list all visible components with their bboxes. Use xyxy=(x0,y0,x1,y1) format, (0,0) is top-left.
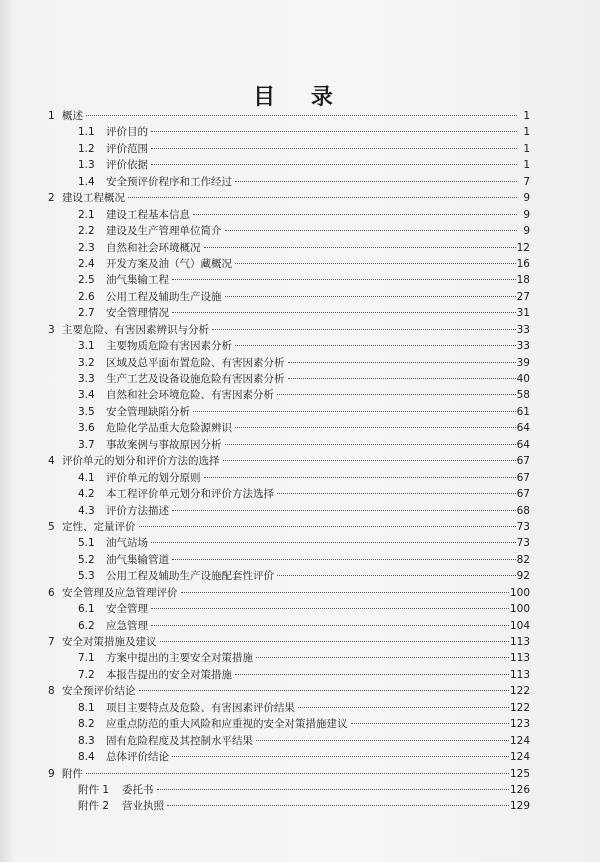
toc-section-entry[interactable] xyxy=(48,486,530,502)
toc-section-entry[interactable] xyxy=(48,256,530,272)
toc-page-number: 68 xyxy=(516,504,530,517)
toc-page-number: 92 xyxy=(516,570,530,583)
toc-section-entry[interactable] xyxy=(48,568,530,584)
toc-entry-label: 评价单元的划分和评价方法的选择 xyxy=(62,455,220,468)
toc-entry-number: 4.2 xyxy=(78,488,95,501)
toc-entry-label: 危险化学品重大危险源辨识 xyxy=(106,422,232,435)
toc-page-number: 31 xyxy=(516,307,530,320)
toc-entry-number: 5.3 xyxy=(78,570,95,583)
toc-entry-label: 生产工艺及设备设施危险有害因素分析 xyxy=(106,373,285,385)
toc-entry-number: 1.2 xyxy=(78,142,95,155)
toc-section-entry[interactable] xyxy=(48,733,530,749)
toc-page-number: 33 xyxy=(516,340,530,353)
toc-section-entry[interactable] xyxy=(48,272,530,288)
toc-section-entry[interactable] xyxy=(48,207,530,223)
page-title: 目 录 xyxy=(253,85,347,110)
toc-section-entry[interactable] xyxy=(48,174,530,190)
toc-section-entry[interactable] xyxy=(48,223,530,239)
toc-page-number: 67 xyxy=(516,455,530,468)
toc-section-entry[interactable] xyxy=(48,470,530,486)
toc-entry-label: 应急管理 xyxy=(106,619,148,632)
toc-entry-number: 2.4 xyxy=(78,257,95,270)
toc-dot-leader xyxy=(193,411,516,412)
toc-dot-leader xyxy=(151,625,509,626)
toc-entry-label: 开发方案及油（气）藏概况 xyxy=(106,257,232,270)
toc-dot-leader xyxy=(256,740,509,741)
toc-dot-leader xyxy=(172,559,516,560)
toc-entry-label: 事故案例与事故原因分析 xyxy=(106,438,222,451)
toc-entry-number: 5.2 xyxy=(78,553,95,566)
toc-entry-label: 本报告提出的安全对策措施 xyxy=(106,668,232,681)
toc-entry-number: 2.1 xyxy=(78,208,95,221)
toc-dot-leader xyxy=(193,214,517,215)
toc-entry-label: 评价范围 xyxy=(106,142,148,155)
toc-entry-number: 4 xyxy=(48,455,55,468)
toc-dot-leader xyxy=(225,444,516,445)
toc-page-number: 64 xyxy=(516,422,530,435)
toc-page-number: 122 xyxy=(509,685,530,698)
toc-dot-leader xyxy=(172,279,516,280)
toc-entry-number: 8.2 xyxy=(78,718,95,731)
toc-section-entry[interactable] xyxy=(48,305,530,321)
toc-section-entry[interactable] xyxy=(48,371,530,387)
toc-dot-leader xyxy=(277,575,516,576)
toc-dot-leader xyxy=(172,510,516,511)
toc-chapter-entry[interactable] xyxy=(48,108,530,124)
toc-page-number: 124 xyxy=(509,734,530,747)
toc-section-entry[interactable] xyxy=(48,552,530,568)
toc-page-number: 100 xyxy=(509,603,530,616)
toc-entry-number: 3.4 xyxy=(78,389,95,402)
toc-chapter-entry[interactable] xyxy=(48,322,530,338)
toc-entry-label: 安全管理及应急管理评价 xyxy=(62,586,178,599)
toc-page-number: 27 xyxy=(516,290,530,303)
toc-entry-number: 3.6 xyxy=(78,422,95,435)
toc-entry-number: 附件 2 xyxy=(78,800,110,813)
toc-dot-leader xyxy=(151,608,509,609)
toc-dot-leader xyxy=(212,329,516,330)
toc-dot-leader xyxy=(167,805,509,806)
toc-section-entry[interactable] xyxy=(48,716,530,732)
toc-entry-label: 委托书 xyxy=(122,783,154,796)
toc-entry-number: 8.4 xyxy=(78,751,95,764)
toc-dot-leader xyxy=(204,247,516,248)
toc-chapter-entry[interactable] xyxy=(48,766,530,782)
toc-entry-number: 7.2 xyxy=(78,668,95,681)
toc-dot-leader xyxy=(86,115,517,116)
toc-dot-leader xyxy=(225,230,518,231)
toc-section-entry[interactable] xyxy=(48,141,530,157)
toc-page-number: 129 xyxy=(509,800,530,813)
toc-page-number: 1 xyxy=(523,110,530,122)
toc-page-number: 1 xyxy=(523,159,530,172)
toc-chapter-entry[interactable] xyxy=(48,190,530,206)
toc-section-entry[interactable] xyxy=(48,618,530,634)
toc-chapter-entry[interactable] xyxy=(48,585,530,601)
toc-section-entry[interactable] xyxy=(48,124,530,140)
toc-page-number: 113 xyxy=(509,652,530,665)
toc-dot-leader xyxy=(235,345,516,346)
toc-entry-number: 6.1 xyxy=(78,603,95,616)
toc-dot-leader xyxy=(235,674,509,675)
toc-dot-leader xyxy=(172,756,509,757)
toc-page-number: 61 xyxy=(516,405,530,418)
toc-page-number: 33 xyxy=(516,323,530,336)
toc-entry-label: 营业执照 xyxy=(122,800,164,813)
toc-entry-label: 公用工程及辅助生产设施 xyxy=(106,290,222,303)
toc-section-entry[interactable] xyxy=(48,157,530,173)
toc-page-number: 9 xyxy=(523,208,530,221)
toc-dot-leader xyxy=(351,723,509,724)
toc-dot-leader xyxy=(235,427,516,428)
toc-entry-number: 9 xyxy=(48,767,55,780)
toc-dot-leader xyxy=(181,592,509,593)
toc-entry-label: 定性、定量评价 xyxy=(62,520,136,533)
toc-page-number: 39 xyxy=(516,356,530,369)
toc-page-number: 124 xyxy=(509,751,530,764)
toc-entry-label: 安全管理 xyxy=(106,603,148,616)
toc-page-number: 73 xyxy=(516,537,530,550)
toc-page-number: 123 xyxy=(509,718,530,731)
toc-dot-leader xyxy=(172,312,516,313)
toc-dot-leader xyxy=(298,707,509,708)
toc-entry-label: 安全预评价程序和工作经过 xyxy=(106,175,232,188)
toc-entry-label: 评价方法描述 xyxy=(106,504,169,517)
toc-entry-label: 主要物质危险有害因素分析 xyxy=(106,340,232,353)
toc-entry-label: 评价单元的划分原则 xyxy=(106,471,201,484)
toc-chapter-entry[interactable] xyxy=(48,634,530,650)
toc-entry-number: 1 xyxy=(48,110,55,122)
toc-entry-number: 2.5 xyxy=(78,274,95,287)
toc-entry-number: 2.6 xyxy=(78,290,95,303)
toc-dot-leader xyxy=(204,477,516,478)
toc-section-entry[interactable] xyxy=(48,289,530,305)
toc-page-number: 122 xyxy=(509,701,530,714)
toc-page-number: 100 xyxy=(509,586,530,599)
toc-dot-leader xyxy=(157,789,509,790)
toc-chapter-entry[interactable] xyxy=(48,683,530,699)
toc-chapter-entry[interactable] xyxy=(48,519,530,535)
toc-entry-label: 方案中提出的主要安全对策措施 xyxy=(106,652,253,665)
toc-dot-leader xyxy=(223,460,516,461)
toc-entry-number: 4.1 xyxy=(78,471,95,484)
toc-page-number: 7 xyxy=(523,175,530,188)
toc-entry-number: 6.2 xyxy=(78,619,95,632)
toc-dot-leader xyxy=(288,378,516,379)
toc-dot-leader xyxy=(151,164,517,165)
toc-entry-label: 固有危险程度及其控制水平结果 xyxy=(106,734,253,747)
toc-page-number: 113 xyxy=(509,636,530,648)
toc-section-entry[interactable] xyxy=(48,535,530,551)
toc-entry-number: 1.1 xyxy=(78,126,95,139)
toc-entry-label: 建设工程概况 xyxy=(62,192,125,205)
toc-section-entry[interactable] xyxy=(48,667,530,683)
toc-entry-number: 2.2 xyxy=(78,225,95,238)
toc-entry-label: 总体评价结论 xyxy=(106,751,169,764)
toc-dot-leader xyxy=(151,148,517,149)
toc-entry-label: 附件 xyxy=(62,767,83,780)
toc-entry-label: 油气集输工程 xyxy=(106,274,169,287)
toc-page-number: 104 xyxy=(509,619,530,632)
toc-dot-leader xyxy=(277,493,516,494)
toc-entry-label: 建设工程基本信息 xyxy=(106,208,190,221)
toc-entry-number: 6 xyxy=(48,586,55,599)
toc-page-number: 40 xyxy=(516,373,530,385)
toc-chapter-entry[interactable] xyxy=(48,453,530,469)
toc-entry-number: 3.5 xyxy=(78,405,95,418)
toc-dot-leader xyxy=(277,394,516,395)
toc-dot-leader xyxy=(256,657,509,658)
toc-section-entry[interactable] xyxy=(48,338,530,354)
toc-entry-label: 评价依据 xyxy=(106,159,148,172)
toc-entry-number: 3 xyxy=(48,323,55,336)
toc-entry-label: 安全管理情况 xyxy=(106,307,169,320)
toc-entry-number: 2 xyxy=(48,192,55,205)
toc-entry-number: 3.7 xyxy=(78,438,95,451)
toc-entry-label: 公用工程及辅助生产设施配套性评价 xyxy=(106,570,274,583)
toc-page-number: 125 xyxy=(509,767,530,780)
toc-entry-number: 附件 1 xyxy=(78,783,110,796)
toc-dot-leader xyxy=(151,131,517,132)
toc-entry-number: 3.2 xyxy=(78,356,95,369)
toc-entry-number: 3.1 xyxy=(78,340,95,353)
toc-dot-leader xyxy=(235,181,517,182)
toc-entry-number: 1.3 xyxy=(78,159,95,172)
toc-entry-number: 1.4 xyxy=(78,175,95,188)
toc-entry-label: 自然和社会环境概况 xyxy=(106,241,201,254)
toc-entry-label: 安全管理缺陷分析 xyxy=(106,405,190,418)
toc-entry-label: 本工程评价单元划分和评价方法选择 xyxy=(106,488,274,501)
toc-dot-leader xyxy=(128,197,517,198)
toc-entry-label: 区域及总平面布置危险、有害因素分析 xyxy=(106,356,285,369)
toc-section-entry[interactable] xyxy=(48,240,530,256)
toc-page-number: 16 xyxy=(516,257,530,270)
toc-page-number: 1 xyxy=(523,142,530,155)
toc-section-entry[interactable] xyxy=(48,420,530,436)
toc-entry-label: 概述 xyxy=(62,110,83,122)
toc-entry-label: 安全对策措施及建议 xyxy=(62,636,157,648)
toc-page-number: 9 xyxy=(523,192,530,205)
toc-entry-number: 4.3 xyxy=(78,504,95,517)
toc-entry-label: 油气集输管道 xyxy=(106,553,169,566)
toc-entry-label: 建设及生产管理单位简介 xyxy=(106,225,222,238)
toc-section-entry[interactable] xyxy=(48,404,530,420)
toc-entry-number: 7.1 xyxy=(78,652,95,665)
toc-dot-leader xyxy=(139,690,509,691)
toc-appendix-entry[interactable] xyxy=(48,782,530,798)
toc-entry-label: 自然和社会环境危险、有害因素分析 xyxy=(106,389,274,402)
toc-entry-label: 评价目的 xyxy=(106,126,148,139)
toc-page-number: 58 xyxy=(516,389,530,402)
toc-page-number: 73 xyxy=(516,520,530,533)
toc-dot-leader xyxy=(235,263,516,264)
toc-section-entry[interactable] xyxy=(48,503,530,519)
toc-page-number: 67 xyxy=(516,471,530,484)
toc-dot-leader xyxy=(86,773,509,774)
toc-page-number: 113 xyxy=(509,668,530,681)
toc-entry-number: 2.3 xyxy=(78,241,95,254)
toc-page-number: 82 xyxy=(516,553,530,566)
toc-entry-number: 8.3 xyxy=(78,734,95,747)
toc-page-number: 64 xyxy=(516,438,530,451)
toc-section-entry[interactable] xyxy=(48,700,530,716)
toc-section-entry[interactable] xyxy=(48,749,530,765)
toc-dot-leader xyxy=(160,641,509,642)
toc-entry-label: 项目主要特点及危险、有害因素评价结果 xyxy=(106,701,295,714)
toc-entry-label: 安全预评价结论 xyxy=(62,685,136,698)
toc-page-number: 67 xyxy=(516,488,530,501)
toc-dot-leader xyxy=(139,526,516,527)
toc-page-number: 126 xyxy=(509,783,530,796)
toc-section-entry[interactable] xyxy=(48,437,530,453)
toc-entry-label: 油气站场 xyxy=(106,537,148,550)
toc-page-number: 9 xyxy=(523,225,530,238)
toc-section-entry[interactable] xyxy=(48,387,530,403)
toc-section-entry[interactable] xyxy=(48,650,530,666)
toc-entry-label: 应重点防范的重大风险和应重视的安全对策措施建议 xyxy=(106,718,348,731)
toc-section-entry[interactable] xyxy=(48,355,530,371)
toc-entry-number: 7 xyxy=(48,636,55,648)
toc-entry-label: 主要危险、有害因素辨识与分析 xyxy=(62,323,209,336)
toc-page-number: 18 xyxy=(516,274,530,287)
toc-entry-number: 8 xyxy=(48,685,55,698)
toc-section-entry[interactable] xyxy=(48,601,530,617)
toc-entry-number: 2.7 xyxy=(78,307,95,320)
toc-page-number: 1 xyxy=(523,126,530,139)
table-of-contents xyxy=(48,108,530,815)
toc-page-number: 12 xyxy=(516,241,530,254)
toc-entry-number: 8.1 xyxy=(78,701,95,714)
toc-appendix-entry[interactable] xyxy=(48,798,530,814)
toc-dot-leader xyxy=(225,296,516,297)
toc-entry-number: 5.1 xyxy=(78,537,95,550)
toc-dot-leader xyxy=(151,542,516,543)
toc-entry-number: 5 xyxy=(48,520,55,533)
toc-dot-leader xyxy=(288,362,516,363)
toc-entry-number: 3.3 xyxy=(78,373,95,385)
